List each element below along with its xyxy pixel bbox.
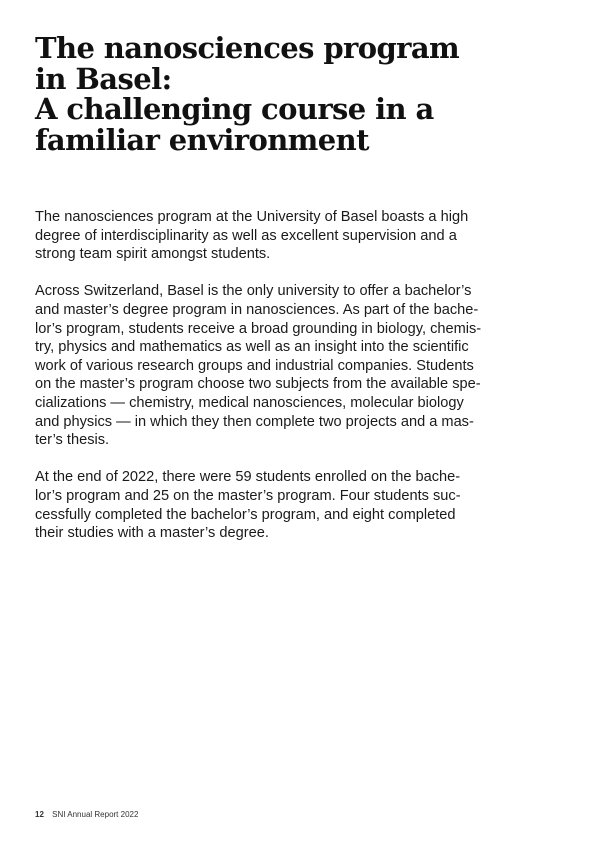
text-line: Across Switzerland, Basel is the only university to offer a bachelor’s xyxy=(35,283,472,300)
text-line: their studies with a master’s degree. xyxy=(35,525,269,542)
title-line: The nanosciences program xyxy=(35,31,460,65)
text-line: ter’s thesis. xyxy=(35,432,110,449)
text-line: lor’s program, students receive a broad grounding in biology, chemis- xyxy=(35,320,482,337)
text-line: work of various research groups and industrial companies. Students xyxy=(35,357,474,374)
paragraph-programs xyxy=(35,282,505,449)
paragraph-intro xyxy=(35,208,505,264)
text-line: The nanosciences program at the University of Basel boasts a high xyxy=(35,209,469,225)
page-footer xyxy=(35,810,138,819)
publication-title: SNI Annual Report 2022 xyxy=(52,810,139,819)
text-line: on the master’s program choose two subjects from the available spe- xyxy=(35,376,481,393)
text-line: degree of interdisciplinarity as well as excellent supervision and a xyxy=(35,227,457,244)
text-line: and master’s degree program in nanosciences. As part of the bache- xyxy=(35,301,479,318)
body-text xyxy=(35,208,505,561)
text-line: try, physics and mathematics as well as an insight into the scientific xyxy=(35,339,469,356)
text-line: strong team spirit amongst students. xyxy=(35,246,271,263)
text-line: lor’s program and 25 on the master’s program. Four students suc- xyxy=(35,487,461,504)
title-line: in Basel: xyxy=(35,61,172,96)
text-line: cessfully completed the bachelor’s program, and eight completed xyxy=(35,506,456,523)
title-line: familiar environment xyxy=(35,122,369,157)
page-number: 12 xyxy=(35,810,44,819)
text-line: At the end of 2022, there were 59 students enrolled on the bache- xyxy=(35,469,461,486)
text-line: and physics — in which they then complete two projects and a mas- xyxy=(35,413,474,430)
text-line: cializations — chemistry, medical nanosciences, molecular biology xyxy=(35,394,464,411)
title-line: A challenging course in a xyxy=(35,92,434,126)
page-title xyxy=(35,33,555,155)
paragraph-enrollment xyxy=(35,468,505,542)
